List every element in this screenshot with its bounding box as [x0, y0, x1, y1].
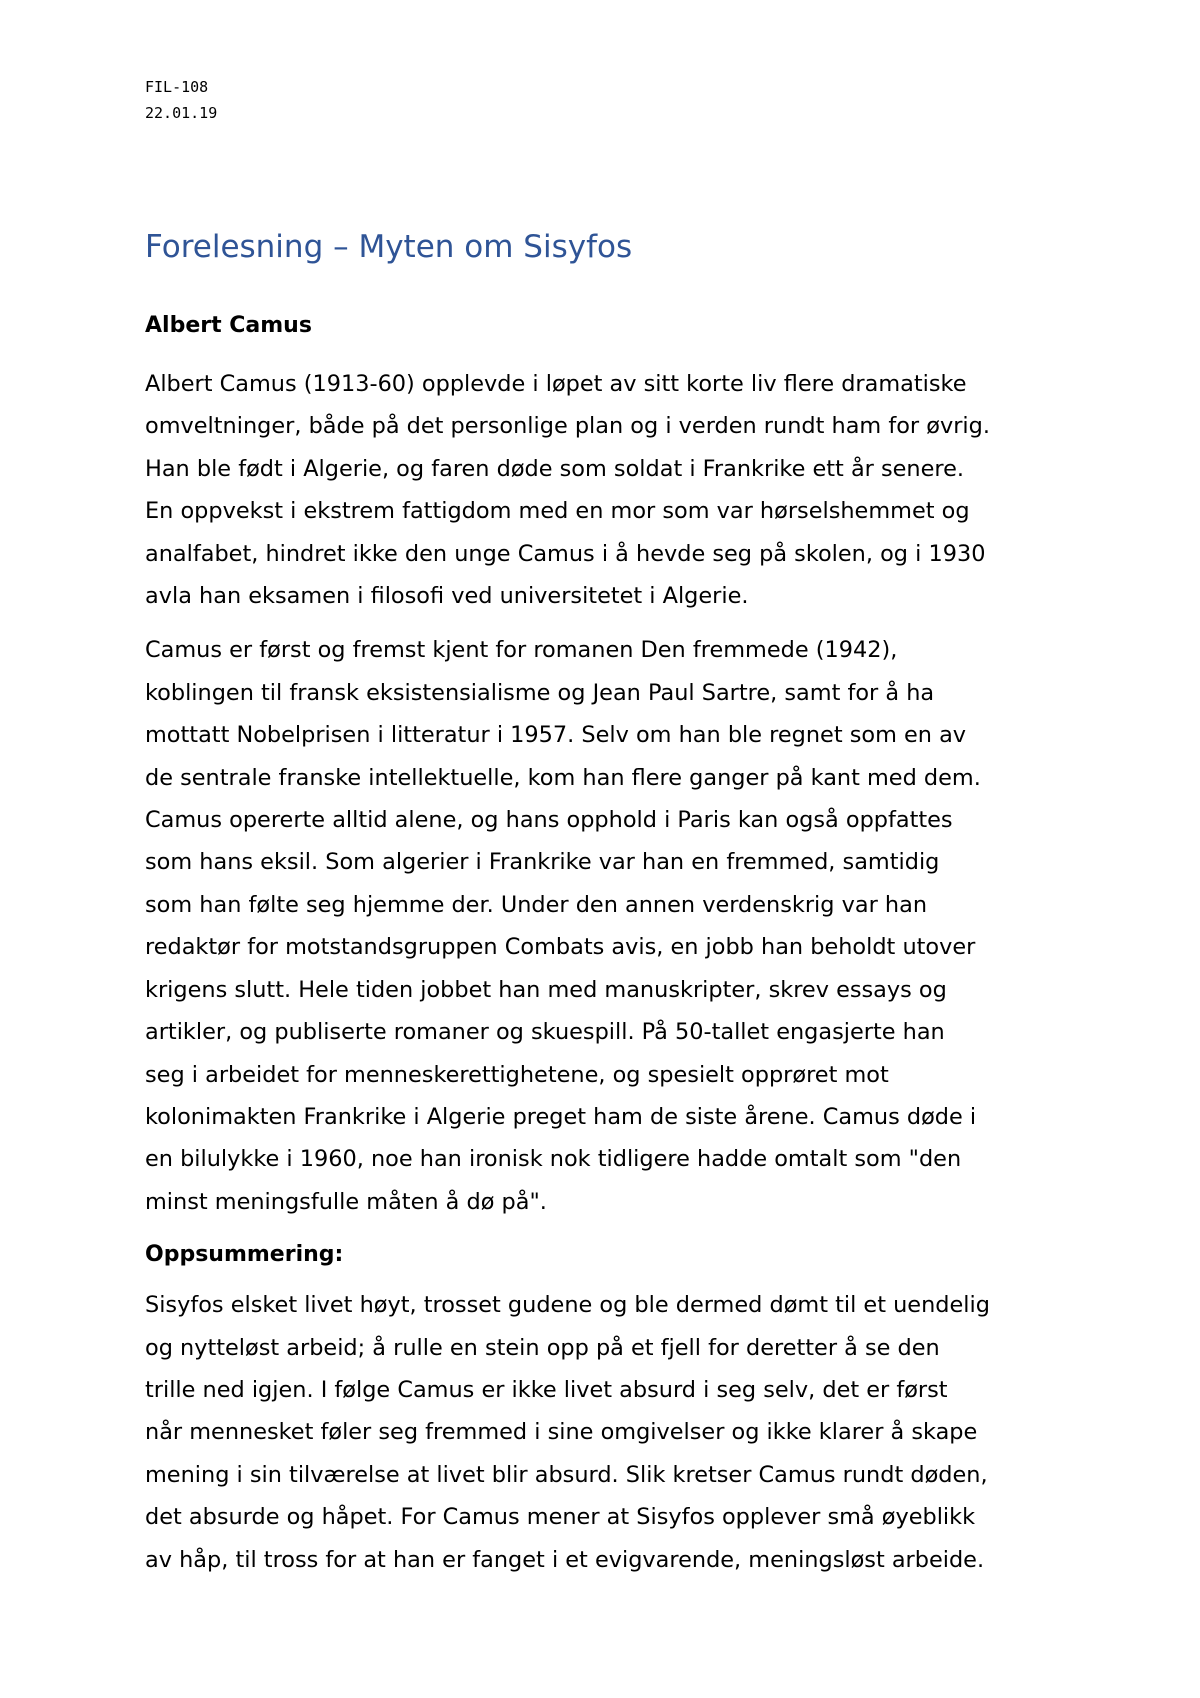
paragraph-line: trille ned igjen. I følge Camus er ikke livet absurd i seg selv, det er først: [145, 1376, 948, 1403]
paragraph-line: av håp, til tross for at han er fanget i et evigvarende, meningsløst arbeide.: [145, 1546, 985, 1573]
paragraph-line: kolonimakten Frankrike i Algerie preget ham de siste årene. Camus døde i: [145, 1103, 977, 1130]
paragraph-line: Albert Camus (1913-60) opplevde i løpet av sitt korte liv flere dramatiske: [145, 371, 967, 397]
paragraph-line: redaktør for motstandsgruppen Combats avis, en jobb han beholdt utover: [145, 934, 976, 961]
paragraph-line: som hans eksil. Som algerier i Frankrike var han en fremmed, samtidig: [145, 849, 940, 876]
paragraph-camus-career: [145, 629, 1085, 1223]
section-heading-albert-camus: Albert Camus: [145, 313, 312, 338]
paragraph-line: Sisyfos elsket livet høyt, trosset gudene og ble dermed dømt til et uendelig: [145, 1292, 990, 1319]
paragraph-line: minst meningsfulle måten å dø på".: [145, 1188, 547, 1215]
paragraph-line: mening i sin tilværelse at livet blir absurd. Slik kretser Camus rundt døden,: [145, 1461, 988, 1488]
paragraph-line: mottatt Nobelprisen i litteratur i 1957. Selv om han ble regnet som en av: [145, 722, 967, 749]
paragraph-line: Camus opererte alltid alene, og hans opphold i Paris kan også oppfattes: [145, 807, 953, 834]
paragraph-line: som han følte seg hjemme der. Under den annen verdenskrig var han: [145, 891, 928, 918]
document-title: Forelesning – Myten om Sisyfos: [145, 229, 633, 265]
paragraph-line: og nytteløst arbeid; å rulle en stein opp på et fjell for deretter å se den: [145, 1334, 940, 1361]
paragraph-line: analfabet, hindret ikke den unge Camus i å hevde seg på skolen, og i 1930: [145, 540, 986, 567]
paragraph-line: de sentrale franske intellektuelle, kom han flere ganger på kant med dem.: [145, 764, 981, 791]
paragraph-line: det absurde og håpet. For Camus mener at Sisyfos opplever små øyeblikk: [145, 1504, 976, 1531]
paragraph-line: Han ble født i Algerie, og faren døde som soldat i Frankrike ett år senere.: [145, 455, 965, 482]
paragraph-line: artikler, og publiserte romaner og skuespill. På 50-tallet engasjerte han: [145, 1019, 945, 1046]
paragraph-camus-biography: [145, 363, 1085, 617]
section-heading-summary: Oppsummering:: [145, 1242, 344, 1268]
paragraph-line: krigens slutt. Hele tiden jobbet han med manuskripter, skrev essays og: [145, 976, 947, 1003]
paragraph-line: Camus er først og fremst kjent for romanen Den fremmede (1942),: [145, 637, 898, 664]
document-page: [145, 74, 1085, 1581]
course-code: FIL-108: [145, 78, 209, 96]
paragraph-line: koblingen til fransk eksistensialisme og Jean Paul Sartre, samt for å ha: [145, 679, 935, 706]
paragraph-line: seg i arbeidet for menneskerettighetene, og spesielt opprøret mot: [145, 1061, 889, 1088]
paragraph-line: En oppvekst i ekstrem fattigdom med en mor som var hørselshemmet og: [145, 498, 970, 525]
paragraph-summary: [145, 1284, 1085, 1581]
paragraph-line: når mennesket føler seg fremmed i sine omgivelser og ikke klarer å skape: [145, 1419, 978, 1446]
document-date: 22.01.19: [145, 104, 218, 122]
paragraph-line: en bilulykke i 1960, noe han ironisk nok tidligere hadde omtalt som "den: [145, 1146, 962, 1173]
paragraph-line: omveltninger, både på det personlige plan og i verden rundt ham for øvrig.: [145, 413, 990, 440]
paragraph-line: avla han eksamen i filosofi ved universitetet i Algerie.: [145, 583, 749, 610]
